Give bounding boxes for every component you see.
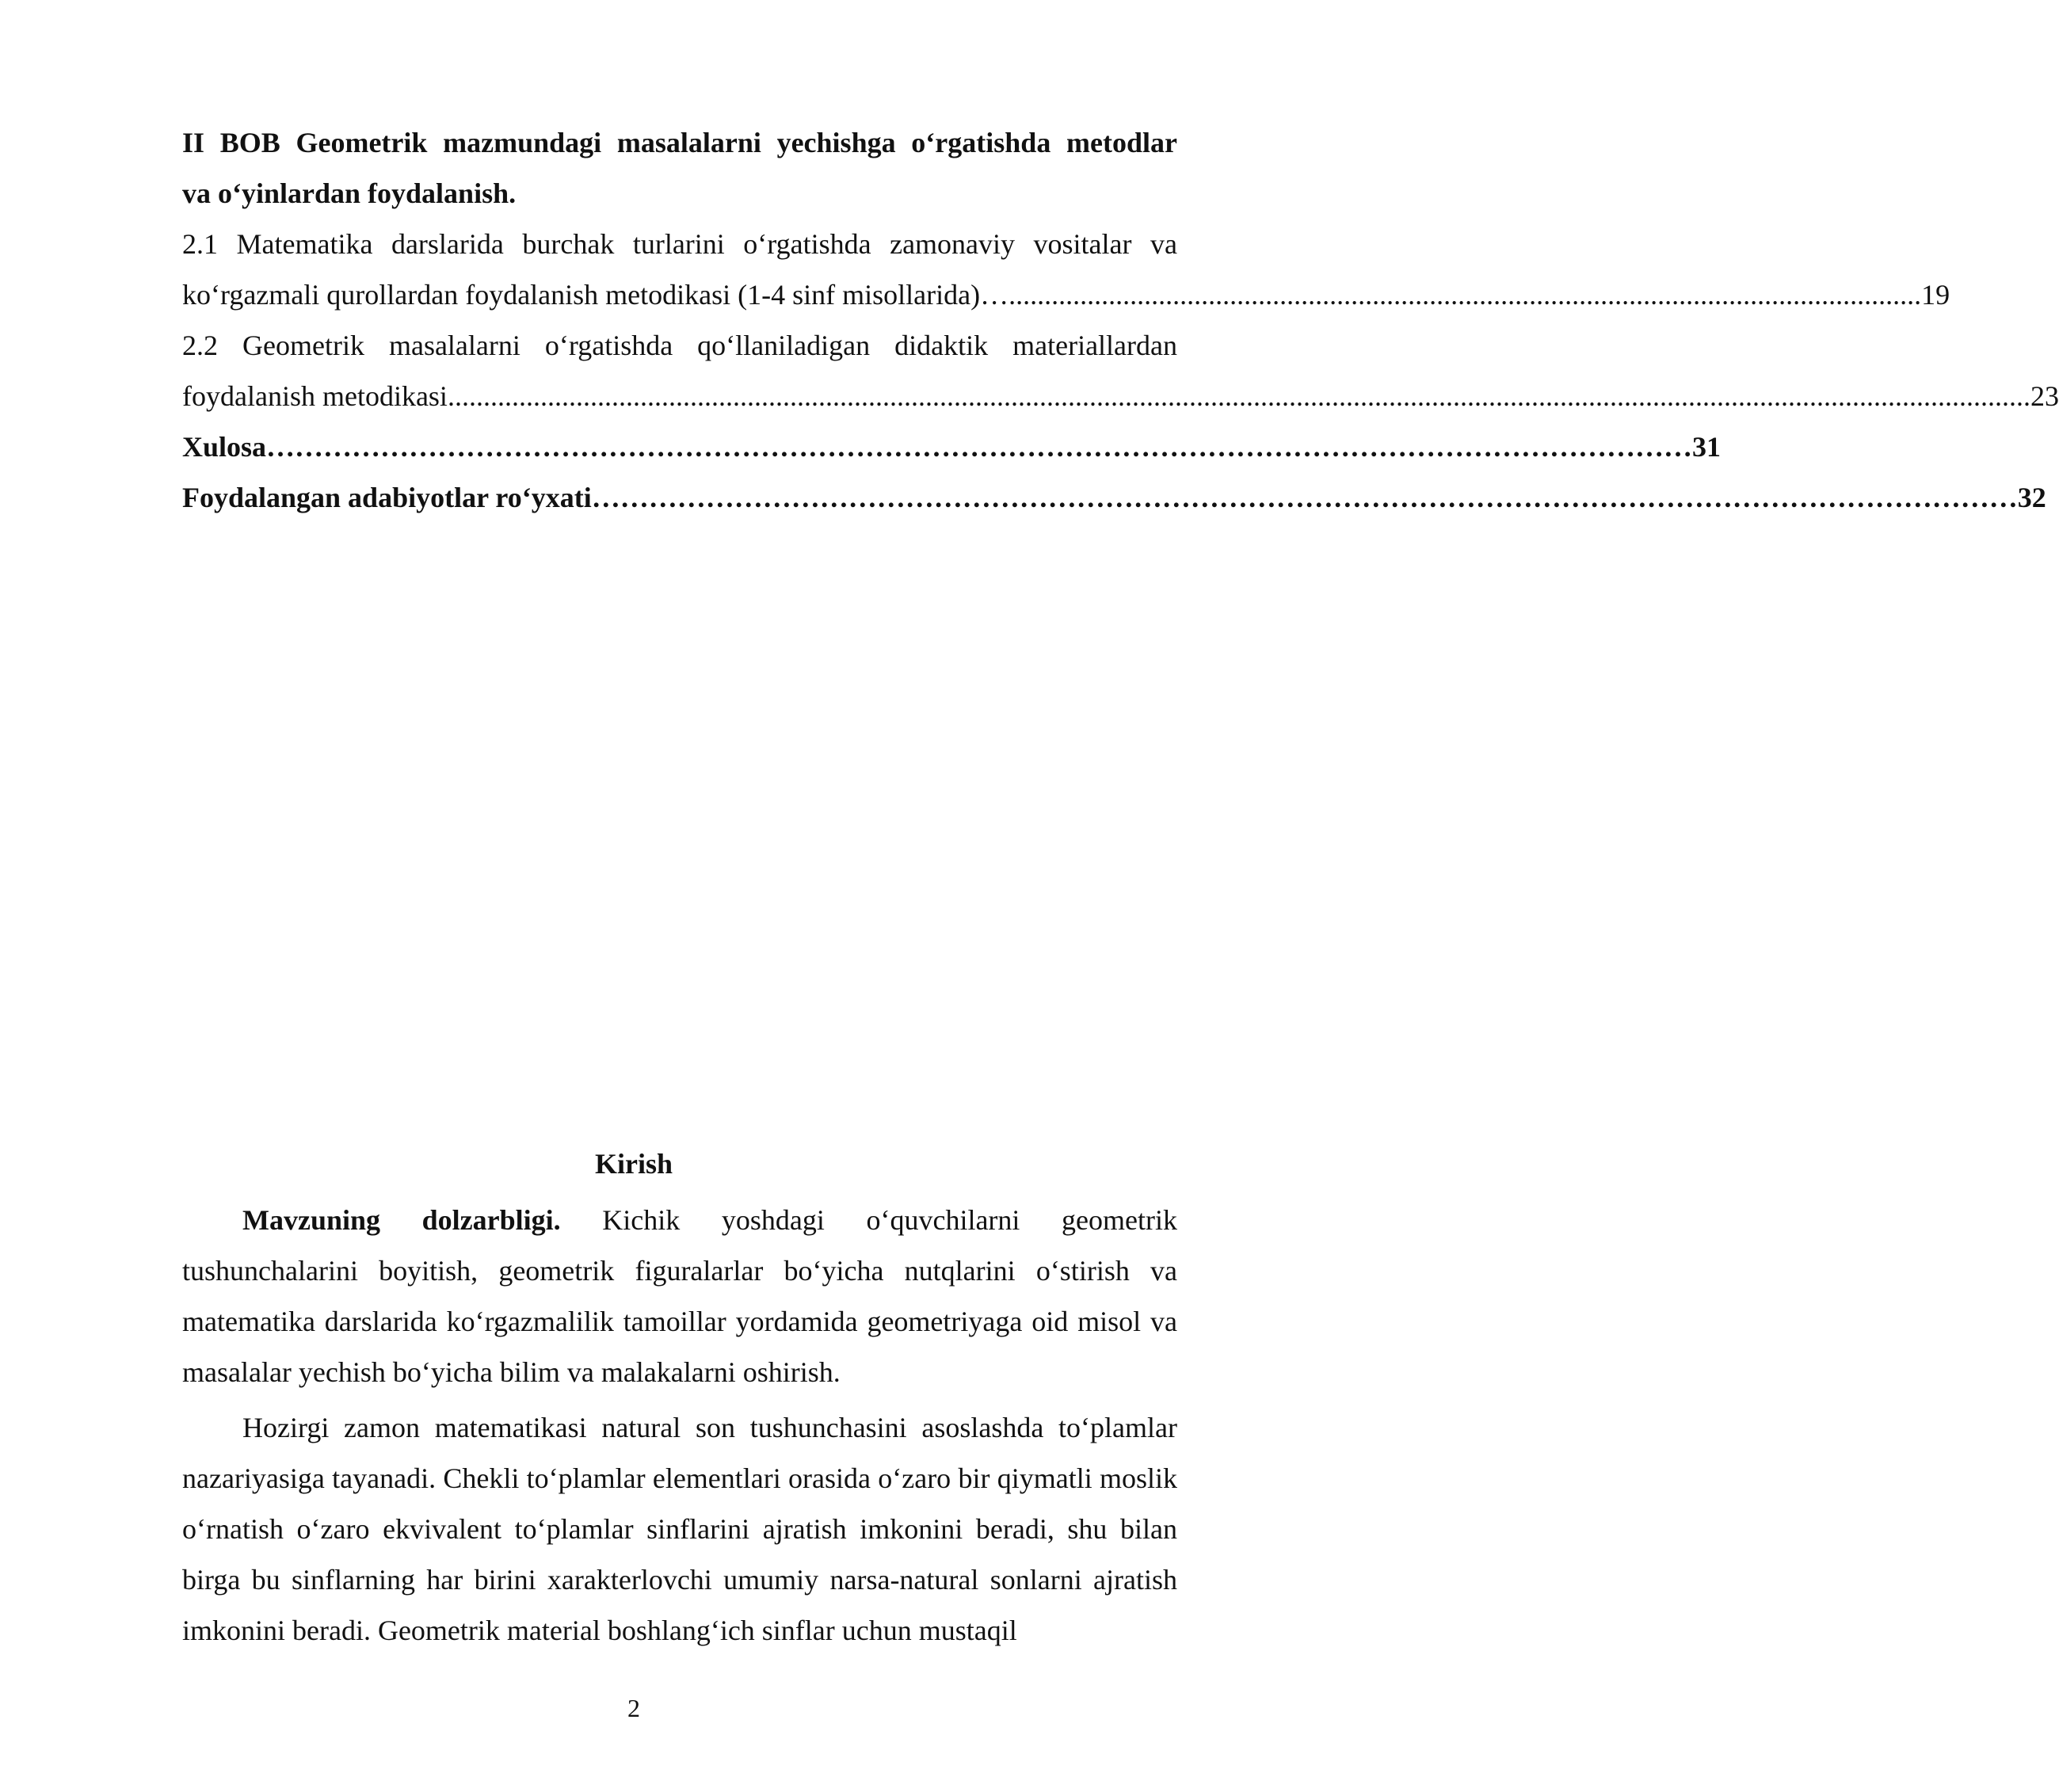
intro-body [182, 1195, 1177, 1660]
table-of-contents [182, 117, 2059, 523]
intro-paragraph-lead: Mavzuning dolzarbligi. [242, 1204, 561, 1236]
toc-dot-leader: …………………………………………………………………………………………………………………………………… [266, 431, 1693, 463]
toc-dot-leader: ................................................................................................................................ [1009, 279, 1922, 311]
toc-conclusion [182, 421, 1722, 472]
intro-paragraph-text: Kichik yoshdagi o‘quvchilarni geometrik tushunchalarini boyitish, geometrik figuralarlar bo‘yicha nutqlarini o‘stirish va matematika darslarida ko‘rgazmalilik tamoillar yordamida geometriyaga oid misol va masalalar yechish bo‘yicha bilim va malakalarni oshirish. [182, 1204, 1177, 1388]
toc-item-2-1-page: 19 [1921, 279, 1950, 311]
toc-conclusion-page: 31 [1692, 431, 1722, 463]
toc-references [182, 472, 2046, 523]
toc-item-2-1-line1: 2.1 Matematika darslarida burchak turlarini o‘rgatishda zamonaviy vositalar va [182, 228, 1177, 260]
toc-dot-leader: .............................................................................................................................................................................................................................. [447, 380, 2030, 412]
toc-conclusion-label: Xulosa [182, 431, 267, 463]
intro-paragraph [182, 1195, 1177, 1397]
toc-item-2-2-page: 23 [2030, 380, 2059, 412]
toc-item-2-1-text: ko‘rgazmali qurollardan foydalanish metodikasi (1-4 sinf misollarida)… [182, 279, 1009, 311]
toc-item-2-1-line2 [182, 269, 1950, 320]
intro-paragraph: Hozirgi zamon matematikasi natural son tushunchasini asoslashda to‘plamlar nazariyasiga tayanadi. Chekli to‘plamlar elementlari orasida o‘zaro bir qiymatli moslik o‘rnatish o‘zaro ekvivalent to‘plamlar sinflarini ajratish imkonini beradi, shu bilan birga bu sinflarning har birini xarakterlovchi umumiy narsa-natural sonlarni ajratish imkonini beradi. Geometrik material boshlang‘ich sinflar uchun mustaqil [182, 1412, 1177, 1646]
toc-dot-leader: …………………………………………………………………………………………………………………………………… [591, 482, 2018, 513]
toc-item-2-2-line2 [182, 371, 2059, 421]
toc-item-2-2-text: foydalanish metodikasi [182, 380, 448, 412]
toc-references-page: 32 [2017, 482, 2046, 513]
intro-heading: Kirish [594, 1148, 673, 1180]
toc-references-label: Foydalangan adabiyotlar ro‘yxati [182, 482, 592, 513]
toc-chapter-title-line1: II BOB Geometrik mazmundagi masalalarni yechishga o‘rgatishda metodlar [182, 127, 1177, 158]
toc-chapter-title-line2: va o‘yinlardan foydalanish. [182, 177, 517, 209]
toc-item-2-2-line1: 2.2 Geometrik masalalarni o‘rgatishda qo‘llaniladigan didaktik materiallardan [182, 330, 1177, 361]
page-number: 2 [627, 1694, 640, 1722]
